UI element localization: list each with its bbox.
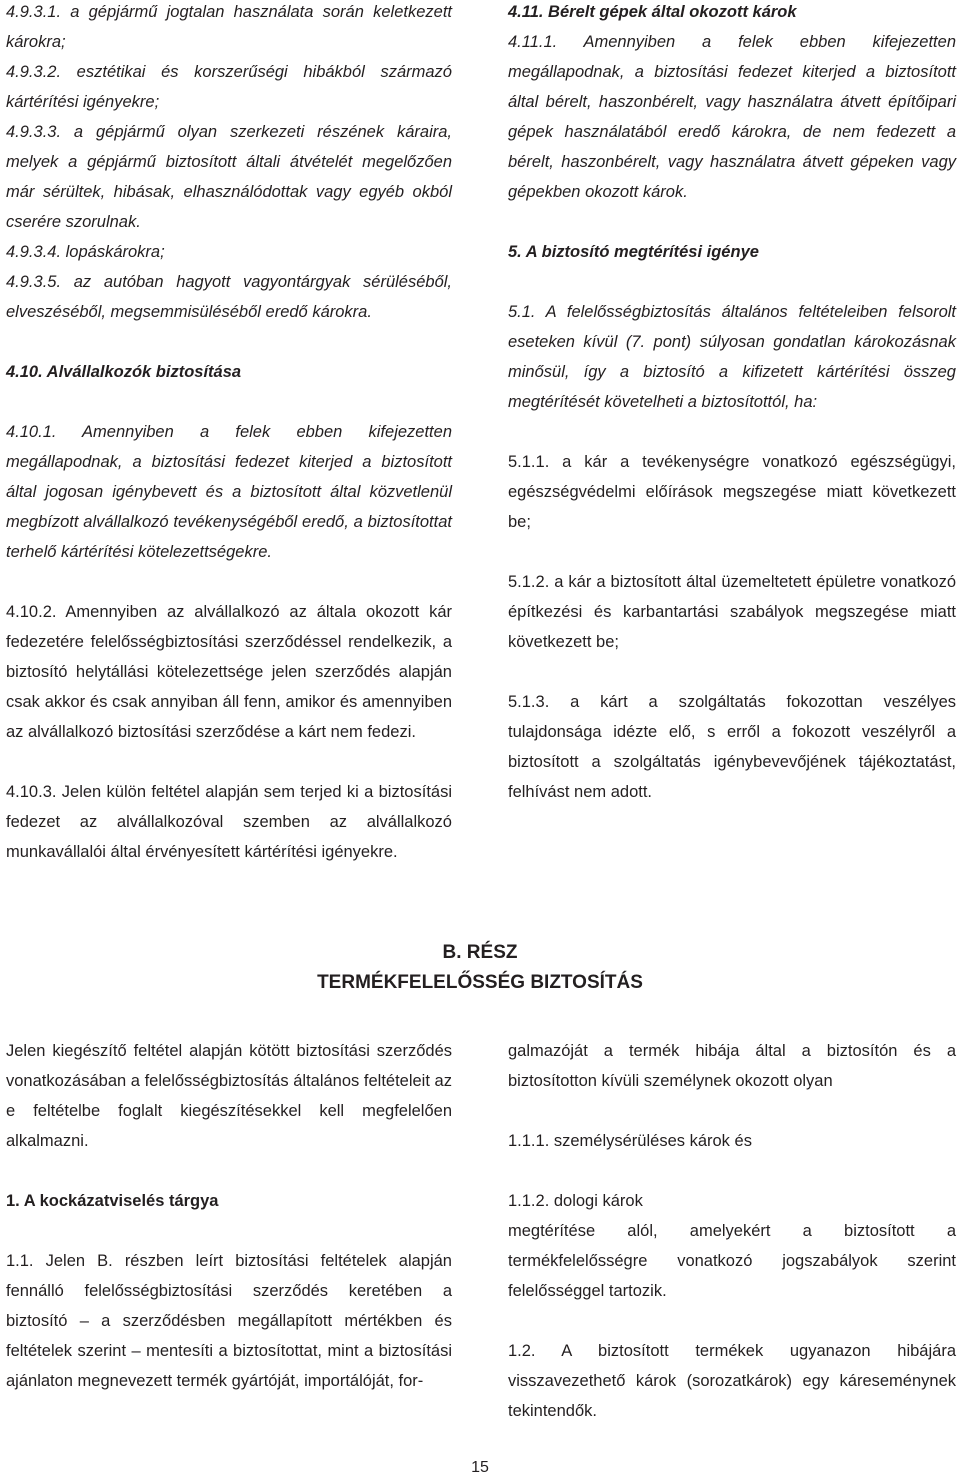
heading-1: 1. A kockázatviselés tárgya xyxy=(6,1192,219,1210)
intro-paragraph: Jelen kiegészítő feltétel alapján kötött biztosítási szerződés vonatkozásában a felelősségbiztosítás általános feltételeit az e feltételbe foglalt kiegészítésekkel kell megfelelően alkalmazni. xyxy=(6,1042,452,1150)
clause-4-10-2: 4.10.2. Amennyiben az alvállalkozó az általa okozott kár fedezetére felelősségbiztosítási szerződéssel rendelkezik, a biztosító helytállási kötelezettsége jelen szerződés alapján csak akkor és csak annyiban áll fenn, amikor és amennyiben az alvállalkozó biztosítási szerződése a kárt nem fedezi. xyxy=(6,603,452,741)
clause-5-1-2: 5.1.2. a kár a biztosított által üzemeltetett épületre vonatkozó építkezési és karbantartási szabályok megszegése miatt következett be; xyxy=(508,573,956,651)
top-left-column xyxy=(6,0,452,867)
heading-4-10: 4.10. Alvállalkozók biztosítása xyxy=(6,363,242,381)
top-right-column xyxy=(508,0,956,807)
clause-4-10-1: 4.10.1. Amennyiben a felek ebben kifejezetten megállapodnak, a biztosítási fedezet kiterjed a biztosított által jogosan igénybevett és a biztosított által közvetlenül megbízott alvállalkozó tevékenységéből eredő, a biztosítottat terhelő kártérítési kötelezettségekre. xyxy=(6,423,452,561)
clause-4-9-3-1: 4.9.3.1. a gépjármű jogtalan használata során keletkezett károkra; xyxy=(6,3,452,51)
clause-1-1-2: 1.1.2. dologi károk xyxy=(508,1192,643,1210)
part-label: B. RÉSZ xyxy=(442,942,518,963)
bottom-right-column xyxy=(508,1036,956,1426)
heading-4-11: 4.11. Bérelt gépek által okozott károk xyxy=(508,3,797,21)
clause-5-1-1: 5.1.1. a kár a tevékenységre vonatkozó egészségügyi, egészségvédelmi előírások megszegése miatt következett be; xyxy=(508,453,956,531)
clause-1-1-continued: galmazóját a termék hibája által a biztosítón és a biztosítotton kívüli személynek okozott olyan xyxy=(508,1042,956,1090)
clause-1-1: 1.1. Jelen B. részben leírt biztosítási feltételek alapján fennálló felelősségbiztosítási szerződés keretében a biztosító – a szerződésben megállapított mértékben és feltételek szerint – mentesíti a biztosítottat, mint a biztosítási ajánlaton megnevezett termék gyártóját, importálóját, for- xyxy=(6,1252,452,1390)
bottom-left-column xyxy=(6,1036,452,1396)
clause-1-1-2-text: megtérítése alól, amelyekért a biztosított a termékfelelősségre vonatkozó jogszabályok szerint felelősséggel tartozik. xyxy=(508,1222,956,1300)
clause-5-1-3: 5.1.3. a kárt a szolgáltatás fokozottan veszélyes tulajdonsága idézte elő, s erről a fokozott veszélyről a biztosított a szolgáltatás igénybevevőjének tájékoztatást, felhívást nem adott. xyxy=(508,693,956,801)
page-number: 15 xyxy=(471,1459,489,1476)
heading-5: 5. A biztosító megtérítési igénye xyxy=(508,243,759,261)
clause-1-2: 1.2. A biztosított termékek ugyanazon hibájára visszavezethető károk (sorozatkárok) egy káreseménynek tekintendők. xyxy=(508,1342,956,1420)
clause-4-9-3-5: 4.9.3.5. az autóban hagyott vagyontárgyak sérüléséből, elveszéséből, megsemmisüléséből eredő károkra. xyxy=(6,273,452,321)
clause-4-9-3-3: 4.9.3.3. a gépjármű olyan szerkezeti részének káraira, melyek a gépjármű biztosított általi átvételét megelőzően már sérültek, hibásak, elhasználódottak vagy egyéb okból cserére szorulnak. xyxy=(6,123,452,231)
clause-4-11-1: 4.11.1. Amennyiben a felek ebben kifejezetten megállapodnak, a biztosítási fedezet kiterjed a biztosított által bérelt, haszonbérelt, vagy használatra átvett építőipari gépek használatából eredő károkra, de nem fedezett a bérelt, haszonbérelt, vagy használatra átvett gépeken vagy gépekben okozott károk. xyxy=(508,33,956,201)
part-title xyxy=(0,938,960,998)
clause-4-9-3-4: 4.9.3.4. lopáskárokra; xyxy=(6,243,165,261)
clause-1-1-1: 1.1.1. személysérüléses károk és xyxy=(508,1132,752,1150)
clause-4-10-3: 4.10.3. Jelen külön feltétel alapján sem terjed ki a biztosítási fedezet az alvállalkozóval szemben az alvállalkozó munkavállalói által érvényesített kártérítési igényekre. xyxy=(6,783,452,861)
clause-4-9-3-2: 4.9.3.2. esztétikai és korszerűségi hibákból származó kártérítési igényekre; xyxy=(6,63,452,111)
clause-5-1: 5.1. A felelősségbiztosítás általános feltételeiben felsorolt eseteken kívül (7. pont) súlyosan gondatlan károkozásnak minősül, így a biztosító a kifizetett kártérítési összeg megtérítését követelheti a biztosítottól, ha: xyxy=(508,303,956,411)
part-heading: TERMÉKFELELŐSSÉG BIZTOSÍTÁS xyxy=(317,972,643,993)
